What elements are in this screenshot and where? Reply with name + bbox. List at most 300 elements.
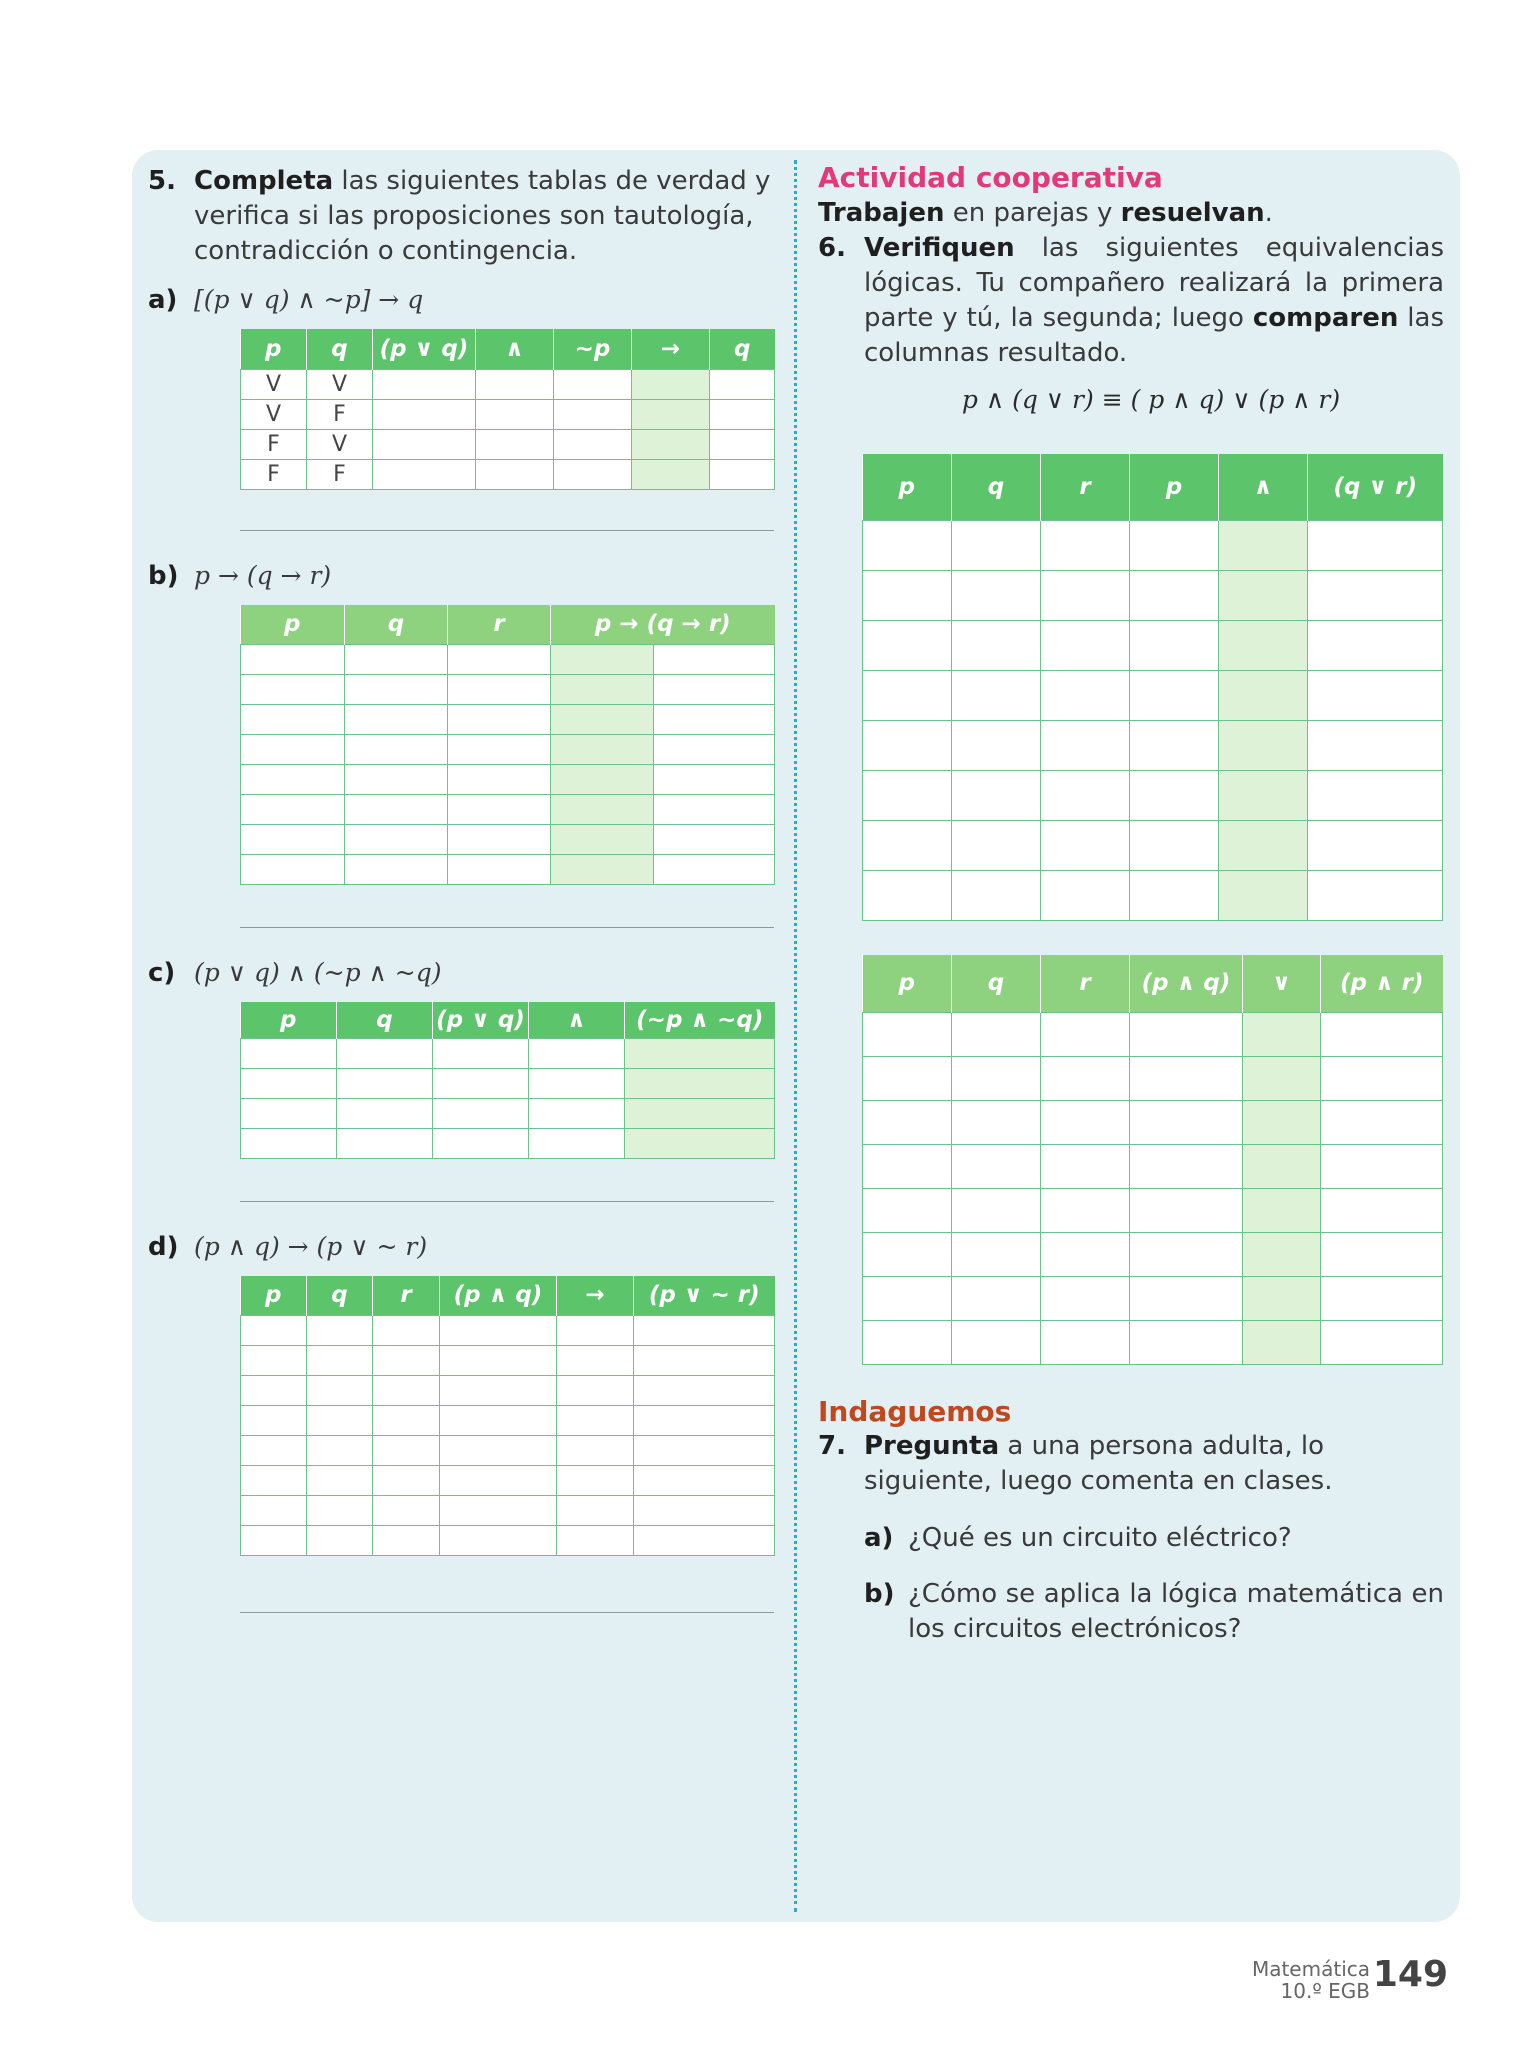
answer-cell[interactable]: [1308, 870, 1443, 920]
answer-cell[interactable]: [345, 765, 448, 795]
answer-cell[interactable]: [625, 1128, 775, 1158]
question-text: ¿Cómo se aplica la lógica matemática en los circuitos electrónicos?: [908, 1579, 1444, 1644]
answer-cell[interactable]: [1243, 1145, 1321, 1189]
answer-cell[interactable]: [337, 1068, 433, 1098]
answer-cell[interactable]: [863, 570, 952, 620]
answer-cell[interactable]: [551, 735, 654, 765]
table-row: [241, 1466, 775, 1496]
answer-cell[interactable]: [551, 645, 654, 675]
answer-cell[interactable]: [345, 645, 448, 675]
answer-cell[interactable]: [241, 825, 345, 855]
answer-cell[interactable]: [557, 1316, 634, 1346]
answer-cell[interactable]: [337, 1128, 433, 1158]
section-title-indaguemos: Indaguemos: [818, 1395, 1012, 1428]
answer-cell[interactable]: [863, 620, 952, 670]
table-row: [241, 855, 775, 885]
answer-cell[interactable]: [241, 1436, 307, 1466]
answer-cell[interactable]: [654, 705, 775, 735]
bold-verb: comparen: [1252, 303, 1399, 333]
answer-cell[interactable]: [1130, 770, 1219, 820]
answer-cell[interactable]: [1243, 1101, 1321, 1145]
answer-cell[interactable]: [1041, 520, 1130, 570]
answer-cell[interactable]: [710, 429, 775, 459]
answer-cell[interactable]: [952, 1013, 1041, 1057]
table-row: [241, 825, 775, 855]
answer-cell[interactable]: [373, 429, 476, 459]
intro-text: .: [1264, 198, 1273, 228]
answer-cell[interactable]: [952, 1233, 1041, 1277]
answer-cell[interactable]: [710, 369, 775, 399]
answer-cell[interactable]: [1130, 1189, 1243, 1233]
answer-cell[interactable]: [863, 820, 952, 870]
answer-cell[interactable]: [345, 825, 448, 855]
answer-cell[interactable]: [241, 795, 345, 825]
answer-cell[interactable]: [863, 1189, 952, 1233]
answer-cell[interactable]: [1219, 870, 1308, 920]
answer-cell[interactable]: [557, 1466, 634, 1496]
answer-cell[interactable]: [345, 675, 448, 705]
column-header: →: [632, 329, 710, 369]
truth-table-a: [240, 329, 775, 490]
truth-value-cell: F: [307, 399, 373, 429]
table-row: [863, 570, 1443, 620]
answer-cell[interactable]: [440, 1436, 557, 1466]
answer-cell[interactable]: [710, 459, 775, 489]
answer-cell[interactable]: [1219, 820, 1308, 870]
answer-cell[interactable]: [241, 1526, 307, 1556]
answer-cell[interactable]: [654, 855, 775, 885]
answer-cell[interactable]: [654, 675, 775, 705]
answer-cell[interactable]: [634, 1406, 775, 1436]
table-row: [863, 1013, 1443, 1057]
answer-cell[interactable]: [1243, 1189, 1321, 1233]
answer-line[interactable]: [240, 927, 774, 928]
answer-cell[interactable]: [1041, 770, 1130, 820]
column-header: →: [557, 1276, 634, 1316]
answer-cell[interactable]: [476, 429, 554, 459]
answer-cell[interactable]: [1243, 1013, 1321, 1057]
exercise-text: [864, 1429, 1444, 1499]
answer-cell[interactable]: [551, 675, 654, 705]
answer-cell[interactable]: [625, 1068, 775, 1098]
answer-cell[interactable]: [307, 1406, 373, 1436]
answer-cell[interactable]: [1041, 820, 1130, 870]
answer-cell[interactable]: [557, 1436, 634, 1466]
answer-cell[interactable]: [1243, 1233, 1321, 1277]
answer-cell[interactable]: [440, 1346, 557, 1376]
answer-cell[interactable]: [1041, 720, 1130, 770]
answer-cell[interactable]: [1308, 570, 1443, 620]
answer-cell[interactable]: [241, 765, 345, 795]
truth-table-b: [240, 605, 775, 886]
answer-cell[interactable]: [952, 520, 1041, 570]
answer-cell[interactable]: [632, 369, 710, 399]
table-row: [241, 1406, 775, 1436]
truth-value-cell: F: [241, 459, 307, 489]
answer-cell[interactable]: [373, 1436, 440, 1466]
answer-cell[interactable]: [551, 765, 654, 795]
question-a: [818, 1521, 1444, 1556]
answer-cell[interactable]: [625, 1098, 775, 1128]
answer-cell[interactable]: [1243, 1277, 1321, 1321]
answer-cell[interactable]: [863, 1101, 952, 1145]
answer-cell[interactable]: [448, 765, 551, 795]
answer-cell[interactable]: [307, 1316, 373, 1346]
answer-cell[interactable]: [241, 1496, 307, 1526]
table-row: [863, 1321, 1443, 1365]
truth-value-cell: F: [307, 459, 373, 489]
answer-cell[interactable]: [1041, 1277, 1130, 1321]
answer-cell[interactable]: [433, 1128, 529, 1158]
answer-cell[interactable]: [1321, 1189, 1443, 1233]
answer-cell[interactable]: [557, 1346, 634, 1376]
table-row: [241, 429, 775, 459]
subexercise-label: c): [148, 958, 176, 988]
subexercise-a: [148, 285, 774, 315]
table-row: [241, 1436, 775, 1466]
table-row: [241, 1098, 775, 1128]
answer-cell[interactable]: [448, 735, 551, 765]
answer-cell[interactable]: [1321, 1277, 1443, 1321]
answer-cell[interactable]: [241, 705, 345, 735]
answer-cell[interactable]: [654, 645, 775, 675]
answer-cell[interactable]: [1130, 1057, 1243, 1101]
table-row: [241, 735, 775, 765]
answer-cell[interactable]: [554, 429, 632, 459]
exercise-7-statement: [818, 1429, 1444, 1499]
answer-cell[interactable]: [952, 620, 1041, 670]
answer-cell[interactable]: [1321, 1145, 1443, 1189]
answer-cell[interactable]: [241, 1128, 337, 1158]
table-row: [241, 459, 775, 489]
table-row: [241, 1128, 775, 1158]
answer-cell[interactable]: [241, 855, 345, 885]
truth-value-cell: V: [241, 369, 307, 399]
answer-cell[interactable]: [373, 459, 476, 489]
column-header: (p ∧ q): [440, 1276, 557, 1316]
answer-cell[interactable]: [1041, 1057, 1130, 1101]
exercise-number: 5.: [148, 166, 176, 196]
answer-cell[interactable]: [557, 1406, 634, 1436]
answer-cell[interactable]: [1321, 1101, 1443, 1145]
answer-cell[interactable]: [952, 870, 1041, 920]
answer-cell[interactable]: [863, 1057, 952, 1101]
answer-cell[interactable]: [241, 1406, 307, 1436]
answer-cell[interactable]: [448, 645, 551, 675]
answer-cell[interactable]: [952, 1277, 1041, 1321]
answer-cell[interactable]: [373, 1526, 440, 1556]
answer-cell[interactable]: [1130, 720, 1219, 770]
answer-cell[interactable]: [554, 459, 632, 489]
answer-cell[interactable]: [952, 1189, 1041, 1233]
answer-cell[interactable]: [952, 1145, 1041, 1189]
answer-cell[interactable]: [863, 670, 952, 720]
answer-line[interactable]: [240, 1612, 774, 1613]
answer-line[interactable]: [240, 530, 774, 531]
left-column: [148, 160, 774, 1613]
answer-cell[interactable]: [625, 1038, 775, 1068]
statement-text: las siguientes equivalencias lógicas. Tu compañero realizará la primera parte y tú, la segunda; luego: [864, 233, 1444, 333]
answer-cell[interactable]: [529, 1068, 625, 1098]
answer-cell[interactable]: [476, 399, 554, 429]
table-row: [241, 765, 775, 795]
answer-cell[interactable]: [863, 1013, 952, 1057]
answer-cell[interactable]: [373, 1376, 440, 1406]
column-header: p: [1130, 454, 1219, 520]
coop-intro: [818, 196, 1444, 231]
answer-cell[interactable]: [634, 1376, 775, 1406]
bold-verb: Verifiquen: [864, 233, 1015, 263]
answer-cell[interactable]: [529, 1098, 625, 1128]
answer-cell[interactable]: [529, 1128, 625, 1158]
answer-cell[interactable]: [654, 735, 775, 765]
answer-cell[interactable]: [241, 1316, 307, 1346]
answer-cell[interactable]: [952, 570, 1041, 620]
answer-cell[interactable]: [448, 825, 551, 855]
table-row: [241, 795, 775, 825]
table-row: [241, 645, 775, 675]
answer-cell[interactable]: [1219, 770, 1308, 820]
answer-cell[interactable]: [952, 670, 1041, 720]
answer-cell[interactable]: [440, 1406, 557, 1436]
answer-cell[interactable]: [654, 825, 775, 855]
answer-cell[interactable]: [440, 1376, 557, 1406]
answer-cell[interactable]: [634, 1316, 775, 1346]
answer-cell[interactable]: [307, 1496, 373, 1526]
answer-cell[interactable]: [557, 1526, 634, 1556]
answer-cell[interactable]: [551, 795, 654, 825]
answer-cell[interactable]: [634, 1346, 775, 1376]
answer-cell[interactable]: [654, 765, 775, 795]
answer-cell[interactable]: [952, 770, 1041, 820]
answer-cell[interactable]: [1041, 1013, 1130, 1057]
bold-verb: resuelvan: [1120, 198, 1265, 228]
answer-cell[interactable]: [952, 1101, 1041, 1145]
answer-cell[interactable]: [952, 1321, 1041, 1365]
answer-cell[interactable]: [1219, 570, 1308, 620]
answer-cell[interactable]: [1041, 1233, 1130, 1277]
answer-cell[interactable]: [440, 1526, 557, 1556]
answer-cell[interactable]: [1243, 1321, 1321, 1365]
answer-cell[interactable]: [345, 735, 448, 765]
answer-cell[interactable]: [1130, 820, 1219, 870]
answer-cell[interactable]: [1308, 520, 1443, 570]
bold-verb: Trabajen: [818, 198, 945, 228]
answer-cell[interactable]: [373, 369, 476, 399]
answer-cell[interactable]: [1130, 670, 1219, 720]
answer-cell[interactable]: [1308, 620, 1443, 670]
column-header: p: [241, 329, 307, 369]
statement-text: las columnas resultado.: [864, 303, 1445, 368]
answer-cell[interactable]: [307, 1526, 373, 1556]
answer-cell[interactable]: [863, 1277, 952, 1321]
answer-cell[interactable]: [1130, 620, 1219, 670]
answer-cell[interactable]: [440, 1316, 557, 1346]
answer-cell[interactable]: [551, 705, 654, 735]
answer-cell[interactable]: [1130, 870, 1219, 920]
answer-cell[interactable]: [1130, 1145, 1243, 1189]
answer-cell[interactable]: [476, 459, 554, 489]
answer-cell[interactable]: [373, 1316, 440, 1346]
answer-cell[interactable]: [1308, 770, 1443, 820]
answer-cell[interactable]: [1308, 820, 1443, 870]
answer-cell[interactable]: [440, 1496, 557, 1526]
answer-cell[interactable]: [1041, 570, 1130, 620]
answer-cell[interactable]: [554, 399, 632, 429]
bold-verb: Completa: [194, 166, 334, 196]
answer-line[interactable]: [240, 1201, 774, 1202]
answer-cell[interactable]: [1130, 570, 1219, 620]
answer-cell[interactable]: [1041, 620, 1130, 670]
column-header: ∨: [1243, 955, 1321, 1013]
answer-cell[interactable]: [307, 1346, 373, 1376]
table-row: [241, 705, 775, 735]
answer-cell[interactable]: [1130, 520, 1219, 570]
answer-cell[interactable]: [307, 1436, 373, 1466]
answer-cell[interactable]: [863, 520, 952, 570]
answer-cell[interactable]: [440, 1466, 557, 1496]
answer-cell[interactable]: [1308, 670, 1443, 720]
answer-cell[interactable]: [476, 369, 554, 399]
right-column: [818, 160, 1444, 1647]
answer-cell[interactable]: [634, 1496, 775, 1526]
answer-cell[interactable]: [863, 770, 952, 820]
answer-cell[interactable]: [863, 870, 952, 920]
column-header: ∧: [529, 1002, 625, 1038]
answer-cell[interactable]: [1219, 520, 1308, 570]
exercise-5-statement: [148, 164, 774, 269]
answer-cell[interactable]: [863, 1233, 952, 1277]
answer-cell[interactable]: [1219, 620, 1308, 670]
answer-cell[interactable]: [863, 1321, 952, 1365]
answer-cell[interactable]: [448, 795, 551, 825]
answer-cell[interactable]: [1041, 1321, 1130, 1365]
answer-cell[interactable]: [241, 645, 345, 675]
column-header: ∧: [476, 329, 554, 369]
answer-cell[interactable]: [863, 1145, 952, 1189]
table-row: [241, 1376, 775, 1406]
answer-cell[interactable]: [241, 1466, 307, 1496]
answer-cell[interactable]: [557, 1496, 634, 1526]
answer-cell[interactable]: [448, 675, 551, 705]
subexercise-label: d): [148, 1231, 179, 1262]
answer-cell[interactable]: [654, 795, 775, 825]
answer-cell[interactable]: [337, 1098, 433, 1128]
answer-cell[interactable]: [373, 1496, 440, 1526]
answer-cell[interactable]: [1243, 1057, 1321, 1101]
column-header: (~p ∧ ~q): [625, 1002, 775, 1038]
answer-cell[interactable]: [1308, 720, 1443, 770]
subexercise-label: b): [148, 560, 179, 591]
table-row: [863, 770, 1443, 820]
answer-cell[interactable]: [241, 1038, 337, 1068]
answer-cell[interactable]: [345, 855, 448, 885]
answer-cell[interactable]: [632, 459, 710, 489]
answer-cell[interactable]: [1219, 670, 1308, 720]
answer-cell[interactable]: [551, 855, 654, 885]
answer-cell[interactable]: [241, 1376, 307, 1406]
answer-cell[interactable]: [1041, 670, 1130, 720]
column-header: p: [241, 1002, 337, 1038]
answer-cell[interactable]: [1130, 1013, 1243, 1057]
table-row: [863, 520, 1443, 570]
truth-table-c: [240, 1002, 775, 1159]
answer-cell[interactable]: [557, 1376, 634, 1406]
column-header: (p ∨ q): [433, 1002, 529, 1038]
column-header: q: [307, 1276, 373, 1316]
answer-cell[interactable]: [433, 1098, 529, 1128]
answer-cell[interactable]: [1321, 1233, 1443, 1277]
column-header: ~p: [554, 329, 632, 369]
answer-cell[interactable]: [1130, 1321, 1243, 1365]
answer-cell[interactable]: [373, 1406, 440, 1436]
table-row: [241, 1526, 775, 1556]
answer-cell[interactable]: [952, 1057, 1041, 1101]
answer-cell[interactable]: [241, 1098, 337, 1128]
column-header: p → (q → r): [551, 605, 775, 645]
answer-cell[interactable]: [241, 1068, 337, 1098]
question-label: b): [864, 1579, 895, 1609]
answer-cell[interactable]: [1041, 1145, 1130, 1189]
question-text: ¿Qué es un circuito eléctrico?: [908, 1523, 1292, 1553]
answer-cell[interactable]: [1219, 720, 1308, 770]
answer-cell[interactable]: [373, 399, 476, 429]
answer-cell[interactable]: [634, 1436, 775, 1466]
answer-cell[interactable]: [345, 705, 448, 735]
answer-cell[interactable]: [307, 1376, 373, 1406]
column-header: p: [863, 955, 952, 1013]
answer-cell[interactable]: [632, 429, 710, 459]
answer-cell[interactable]: [554, 369, 632, 399]
answer-cell[interactable]: [1321, 1057, 1443, 1101]
answer-cell[interactable]: [863, 720, 952, 770]
answer-cell[interactable]: [241, 675, 345, 705]
answer-cell[interactable]: [634, 1466, 775, 1496]
column-header: (p ∨ q): [373, 329, 476, 369]
answer-cell[interactable]: [337, 1038, 433, 1068]
table-row: [863, 1277, 1443, 1321]
subject-label: Matemática: [1251, 1957, 1370, 1981]
answer-cell[interactable]: [448, 705, 551, 735]
answer-cell[interactable]: [1130, 1101, 1243, 1145]
answer-cell[interactable]: [448, 855, 551, 885]
answer-cell[interactable]: [373, 1466, 440, 1496]
answer-cell[interactable]: [1321, 1013, 1443, 1057]
answer-cell[interactable]: [433, 1068, 529, 1098]
answer-cell[interactable]: [241, 1346, 307, 1376]
answer-cell[interactable]: [1041, 870, 1130, 920]
answer-cell[interactable]: [307, 1466, 373, 1496]
answer-cell[interactable]: [952, 720, 1041, 770]
answer-cell[interactable]: [632, 399, 710, 429]
answer-cell[interactable]: [1130, 1233, 1243, 1277]
answer-cell[interactable]: [551, 825, 654, 855]
answer-cell[interactable]: [1041, 1101, 1130, 1145]
answer-cell[interactable]: [1130, 1277, 1243, 1321]
answer-cell[interactable]: [241, 735, 345, 765]
answer-cell[interactable]: [1321, 1321, 1443, 1365]
answer-cell[interactable]: [373, 1346, 440, 1376]
answer-cell[interactable]: [634, 1526, 775, 1556]
answer-cell[interactable]: [529, 1038, 625, 1068]
table-row: [863, 1233, 1443, 1277]
answer-cell[interactable]: [710, 399, 775, 429]
answer-cell[interactable]: [1041, 1189, 1130, 1233]
answer-cell[interactable]: [433, 1038, 529, 1068]
answer-cell[interactable]: [345, 795, 448, 825]
column-header: r: [373, 1276, 440, 1316]
answer-cell[interactable]: [952, 820, 1041, 870]
